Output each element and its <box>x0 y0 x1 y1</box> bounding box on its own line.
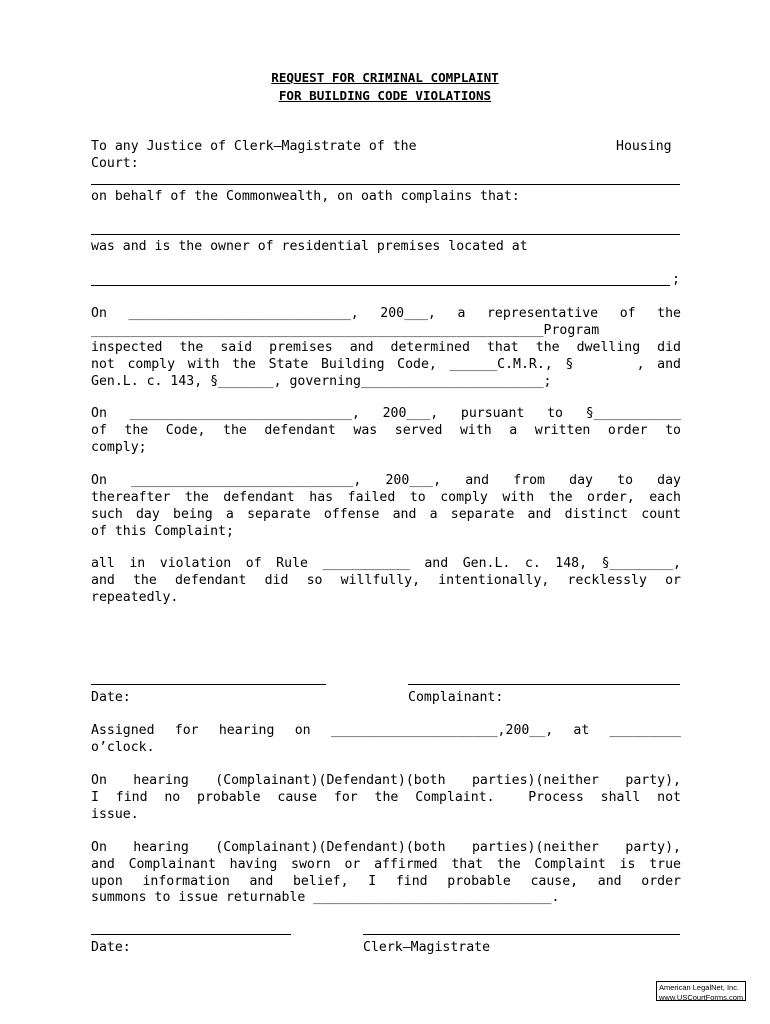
para2-line-3: comply; <box>91 440 147 455</box>
no-cause-line-3: issue. <box>91 807 139 822</box>
housing-text: Housing <box>616 139 672 154</box>
form-title-line-1: REQUEST FOR CRIMINAL COMPLAINT <box>271 70 499 85</box>
publisher-badge <box>656 981 746 1001</box>
no-cause-line-2: I find no probable cause for the Complaint. Process shall not <box>91 790 681 805</box>
to-justice-text: To any Justice of Clerk–Magistrate of the <box>91 139 417 154</box>
para3-line-2: thereafter the defendant has failed to comply with the order, each <box>91 490 681 505</box>
publisher-url: www.USCourtForms.com <box>659 992 744 1002</box>
para1-line-4: not comply with the State Building Code, ______C.M.R., § , and <box>91 357 681 372</box>
hearing-line-2: o’clock. <box>91 740 155 755</box>
footer-date-label: Date: <box>91 940 131 955</box>
hearing-line-1: Assigned for hearing on _____________________,200__, at _________ <box>91 723 681 738</box>
form-title-line-2: FOR BUILDING CODE VIOLATIONS <box>278 88 492 103</box>
premises-address-line[interactable] <box>91 285 670 286</box>
court-text: Court: <box>91 156 139 171</box>
date-signature-line[interactable] <box>91 684 326 685</box>
footer-date-line[interactable] <box>91 934 291 935</box>
clerk-magistrate-label: Clerk–Magistrate <box>363 940 491 955</box>
para4-line-1: all in violation of Rule ___________ and Gen.L. c. 148, §________, <box>91 556 681 571</box>
premises-semicolon: ; <box>672 272 680 287</box>
cause-line-4: summons to issue returnable ______________________________. <box>91 890 560 905</box>
complainant-label: Complainant: <box>408 690 504 705</box>
complainant-name-line[interactable] <box>91 184 680 185</box>
para1-line-1: On ____________________________, 200___, a representative of the <box>91 306 681 321</box>
complainant-signature-line[interactable] <box>408 684 680 685</box>
owner-text: was and is the owner of residential premises located at <box>91 239 528 254</box>
clerk-signature-line[interactable] <box>363 934 680 935</box>
para3-line-3: such day being a separate offense and a separate and distinct count <box>91 507 681 522</box>
para4-line-3: repeatedly. <box>91 590 179 605</box>
behalf-text: on behalf of the Commonwealth, on oath complains that: <box>91 189 520 204</box>
para1-line-3: inspected the said premises and determined that the dwelling did <box>91 340 681 355</box>
para3-line-1: On ____________________________, 200___, and from day to day <box>91 473 681 488</box>
para4-line-2: and the defendant did so willfully, intentionally, recklessly or <box>91 573 681 588</box>
defendant-name-line[interactable] <box>91 234 680 235</box>
cause-line-2: and Complainant having sworn or affirmed that the Complaint is true <box>91 857 681 872</box>
cause-line-1: On hearing (Complainant)(Defendant)(both parties)(neither party), <box>91 840 681 855</box>
para2-line-1: On ____________________________, 200___, pursuant to §___________ <box>91 406 681 421</box>
para1-line-5: Gen.L. c. 143, §_______, governing_______________________; <box>91 374 552 389</box>
para3-line-4: of this Complaint; <box>91 524 234 539</box>
para2-line-2: of the Code, the defendant was served with a written order to <box>91 423 681 438</box>
publisher-name: American LegalNet, Inc. <box>659 983 740 992</box>
no-cause-line-1: On hearing (Complainant)(Defendant)(both parties)(neither party), <box>91 773 681 788</box>
cause-line-3: upon information and belief, I find probable cause, and order <box>91 874 681 889</box>
date-label: Date: <box>91 690 131 705</box>
para1-line-2: _________________________________________________________Program <box>91 323 600 338</box>
